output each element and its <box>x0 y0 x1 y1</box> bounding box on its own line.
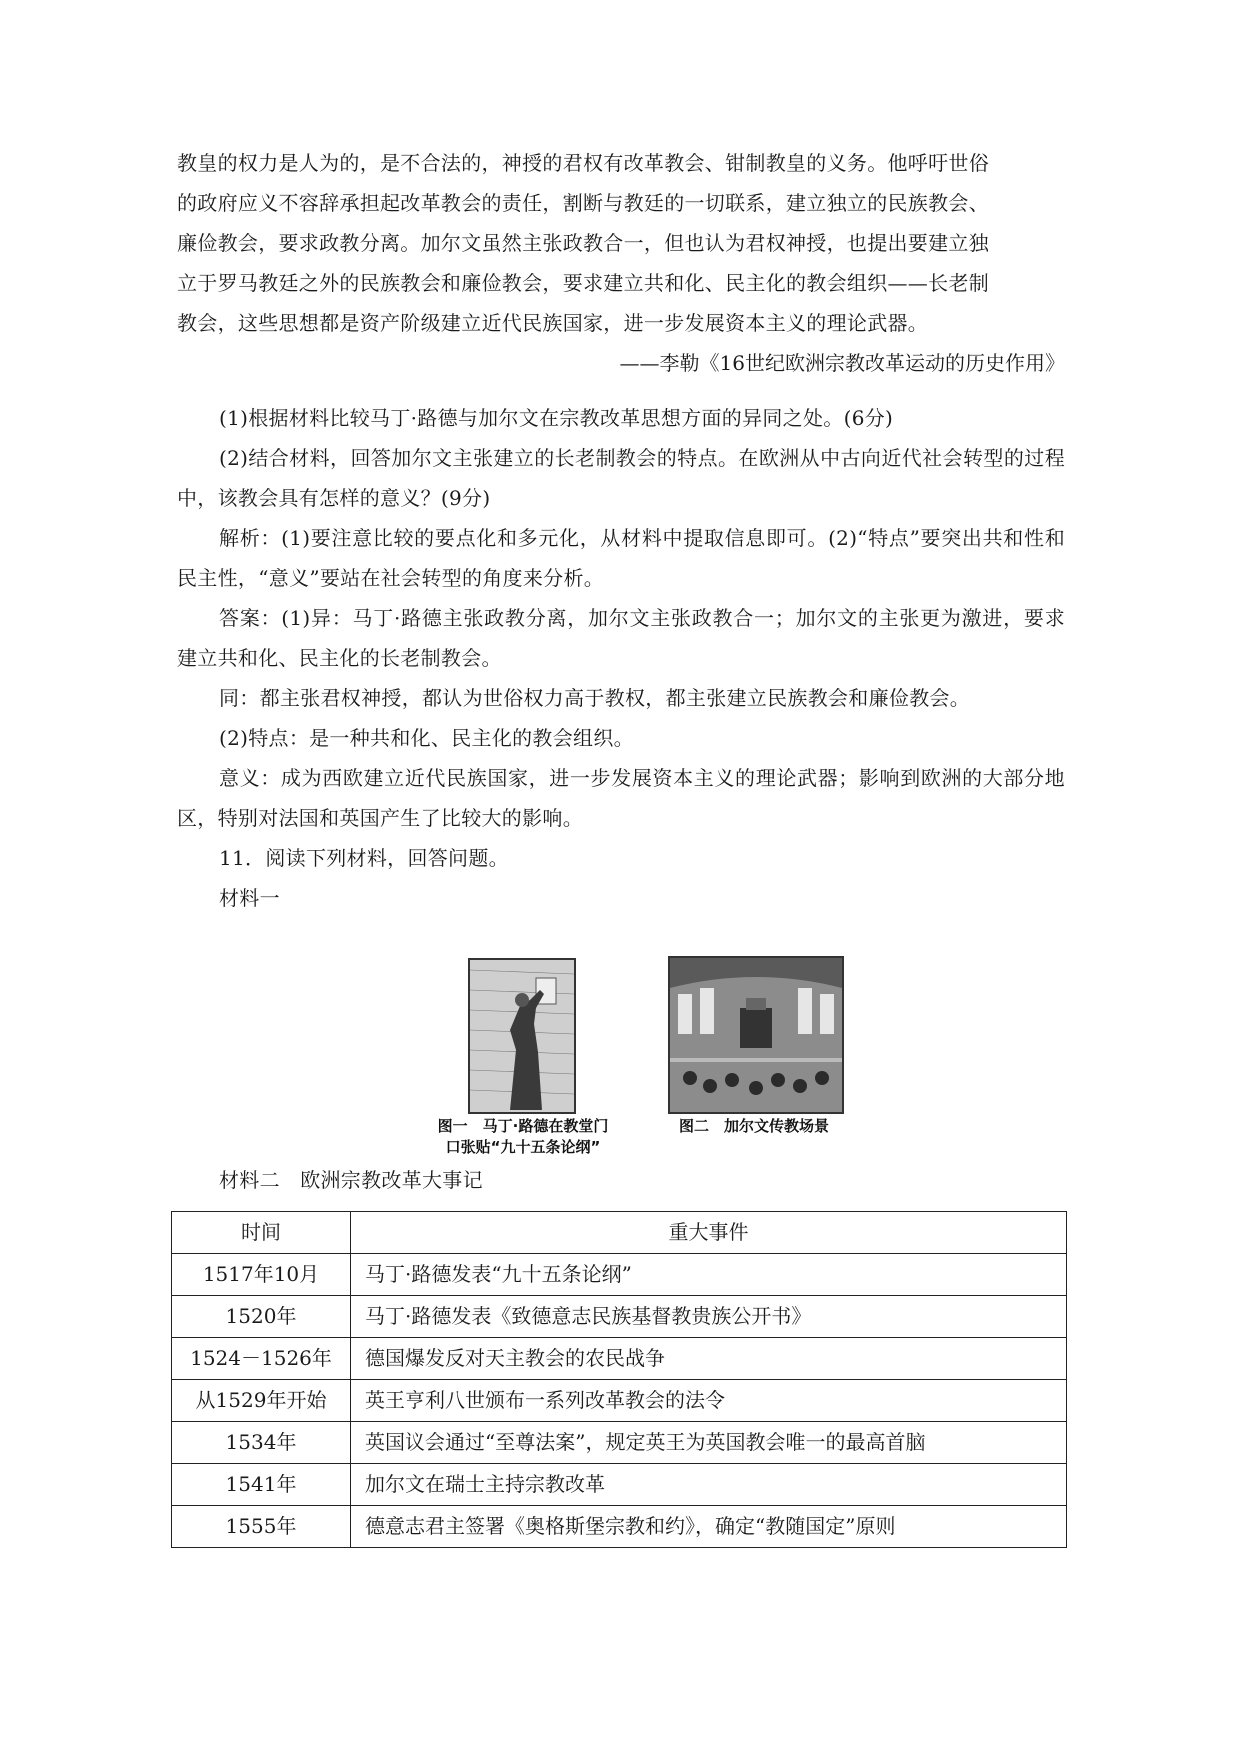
row-event: 马丁·路德发表“九十五条论纲” <box>351 1254 1067 1296</box>
row-time: 1534年 <box>172 1422 351 1464</box>
header-event: 重大事件 <box>351 1212 1067 1254</box>
table-row <box>172 1296 1067 1338</box>
material-line: 立于罗马教廷之外的民族教会和廉俭教会，要求建立共和化、民主化的教会组织——长老制 <box>177 271 989 295</box>
row-event: 马丁·路德发表《致德意志民族基督教贵族公开书》 <box>351 1296 1067 1338</box>
row-time: 1541年 <box>172 1464 351 1506</box>
figure-1-image <box>468 958 576 1114</box>
material-line: 教皇的权力是人为的，是不合法的，神授的君权有改革教会、钳制教皇的义务。他呼吁世俗 <box>177 151 989 175</box>
row-time: 1524－1526年 <box>172 1338 351 1380</box>
table-row <box>172 1506 1067 1548</box>
material-one-label: 材料一 <box>219 886 280 910</box>
calvin-preaching-illustration <box>670 958 842 1112</box>
material-two-label-wrap <box>177 1160 1065 1200</box>
material-line: 廉俭教会，要求政教分离。加尔文虽然主张政教合一，但也认为君权神授，也提出要建立独 <box>177 231 989 255</box>
question-block <box>177 398 1065 918</box>
row-time: 1520年 <box>172 1296 351 1338</box>
answer-1-similarity: 同：都主张君权神授，都认为世俗权力高于教权，都主张建立民族教会和廉俭教会。 <box>219 686 971 710</box>
row-event: 德国爆发反对天主教会的农民战争 <box>351 1338 1067 1380</box>
row-event: 英国议会通过“至尊法案”，规定英王为英国教会唯一的最高首脑 <box>351 1422 1067 1464</box>
figure-1-caption <box>430 1116 616 1158</box>
header-time: 时间 <box>172 1212 351 1254</box>
row-time: 1555年 <box>172 1506 351 1548</box>
material-paragraph <box>177 143 1065 383</box>
table-row <box>172 1422 1067 1464</box>
row-time: 1517年10月 <box>172 1254 351 1296</box>
figure-1-caption-line1: 图一 马丁·路德在教堂门 <box>437 1117 609 1135</box>
answer-1-difference: 答案：(1)异：马丁·路德主张政教分离，加尔文主张政教合一；加尔文的主张更为激进，要求建立共和化、民主化的长老制教会。 <box>177 606 1065 670</box>
analysis: 解析：(1)要注意比较的要点化和多元化，从材料中提取信息即可。(2)“特点”要突出共和性和民主性，“意义”要站在社会转型的角度来分析。 <box>177 526 1065 590</box>
table-row <box>172 1464 1067 1506</box>
material-line: 的政府应义不容辞承担起改革教会的责任，割断与教廷的一切联系，建立独立的民族教会、 <box>177 191 989 215</box>
table-row <box>172 1338 1067 1380</box>
table-header-row <box>172 1212 1067 1254</box>
question-2: (2)结合材料，回答加尔文主张建立的长老制教会的特点。在欧洲从中古向近代社会转型的过程中，该教会具有怎样的意义？(9分) <box>177 446 1065 510</box>
question-11: 11．阅读下列材料，回答问题。 <box>219 846 509 870</box>
row-time: 从1529年开始 <box>172 1380 351 1422</box>
question-1: (1)根据材料比较马丁·路德与加尔文在宗教改革思想方面的异同之处。(6分) <box>219 406 894 430</box>
row-event: 英王亨利八世颁布一系列改革教会的法令 <box>351 1380 1067 1422</box>
luther-engraving-illustration <box>470 960 574 1112</box>
table-row <box>172 1254 1067 1296</box>
citation: ——李勒《16世纪欧洲宗教改革运动的历史作用》 <box>619 351 1065 375</box>
figure-2-caption: 图二 加尔文传教场景 <box>678 1117 829 1135</box>
answer-2-feature: (2)特点：是一种共和化、民主化的教会组织。 <box>219 726 634 750</box>
table-row <box>172 1380 1067 1422</box>
material-two-label: 材料二 欧洲宗教改革大事记 <box>219 1168 483 1192</box>
answer-2-meaning: 意义：成为西欧建立近代民族国家，进一步发展资本主义的理论武器；影响到欧洲的大部分地区，特别对法国和英国产生了比较大的影响。 <box>177 766 1065 830</box>
events-table <box>171 1211 1067 1548</box>
figure-1-caption-line2: 口张贴“九十五条论纲” <box>445 1138 601 1156</box>
row-event: 加尔文在瑞士主持宗教改革 <box>351 1464 1067 1506</box>
row-event: 德意志君主签署《奥格斯堡宗教和约》，确定“教随国定”原则 <box>351 1506 1067 1548</box>
material-line: 教会，这些思想都是资产阶级建立近代民族国家，进一步发展资本主义的理论武器。 <box>177 311 929 335</box>
figure-2-image <box>668 956 844 1114</box>
